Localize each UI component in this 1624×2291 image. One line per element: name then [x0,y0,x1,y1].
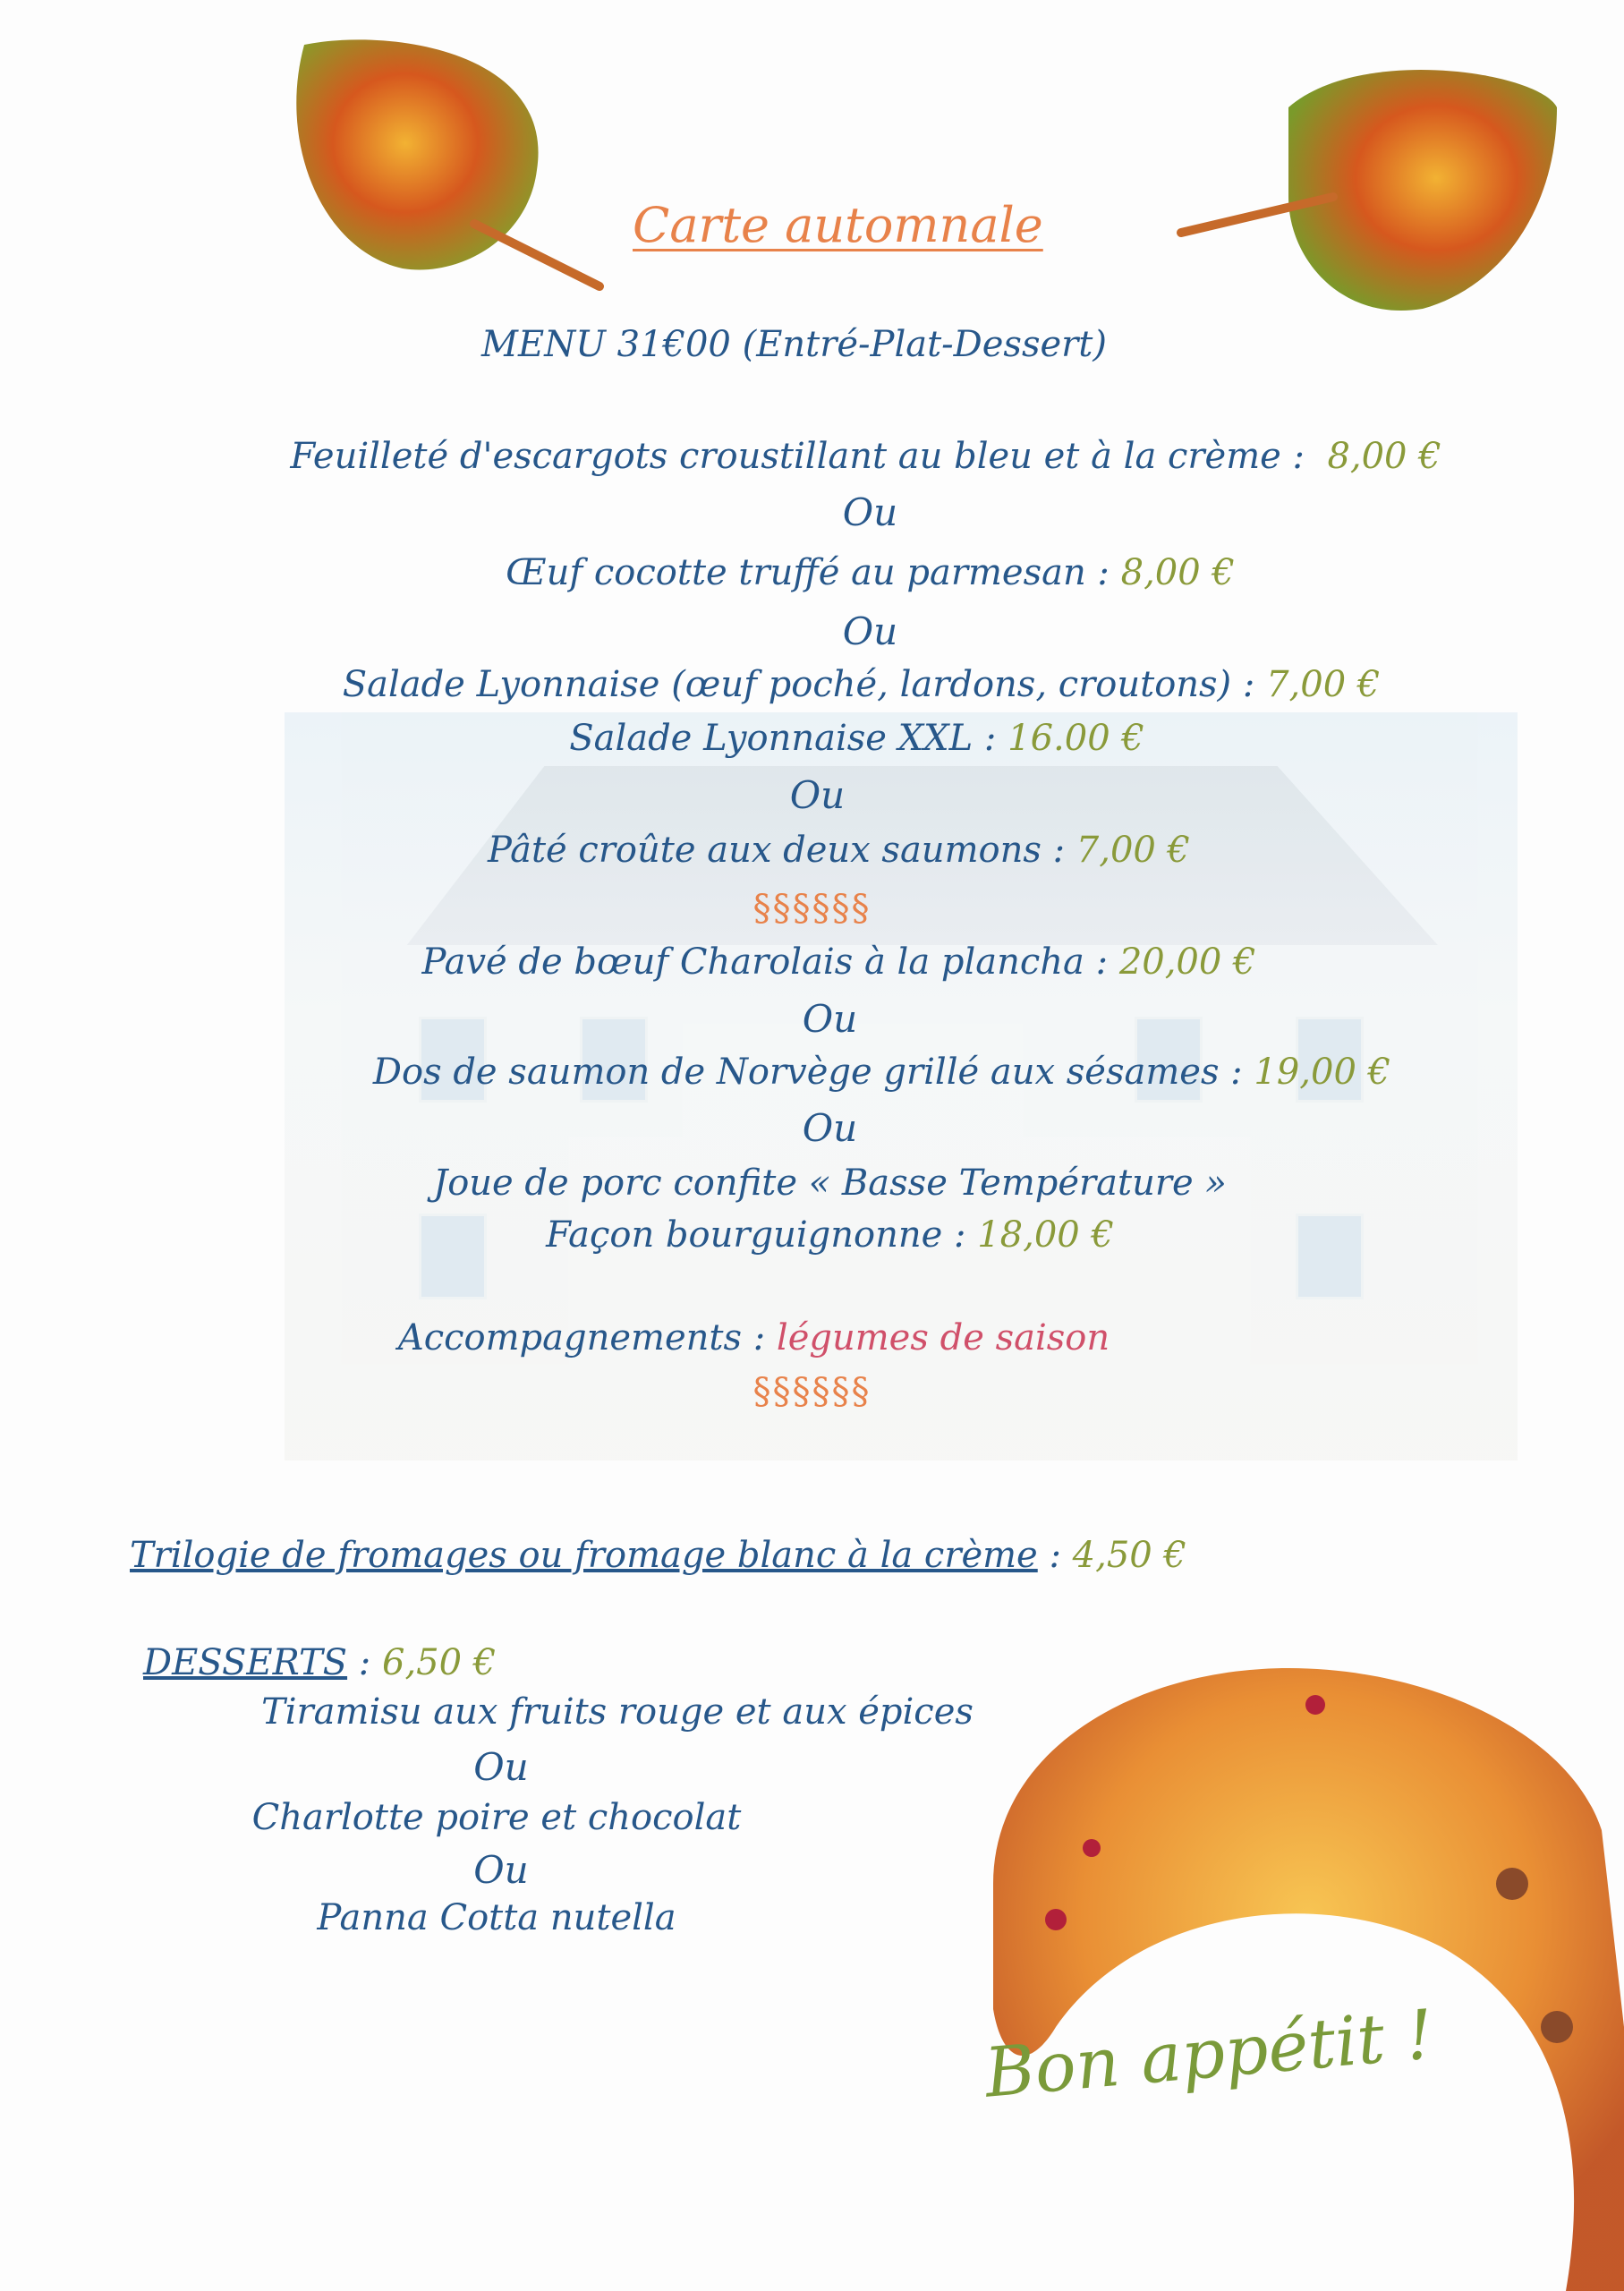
desserts-price: 6,50 € [382,1642,497,1683]
ou-label: Ou [802,997,858,1041]
ou-label: Ou [802,1106,858,1150]
starter-name: Feuilleté d'escargots croustillant au bleu et à la crème : [290,436,1305,477]
main-item [27,941,1624,983]
main-name: Dos de saumon de Norvège grillé aux sésames : [372,1052,1243,1093]
starter-item [49,664,1624,705]
starter-name: Salade Lyonnaise (œuf poché, lardons, croutons) : [342,664,1255,705]
dessert-item: Charlotte poire et chocolat [251,1797,742,1838]
sides-value: légumes de saison [776,1317,1110,1358]
autumn-leaf-left-icon [286,36,608,304]
starter-price: 16.00 € [1008,718,1144,759]
main-name: Façon bourguignonne : [546,1214,966,1256]
cheese-name: Trilogie de fromages ou fromage blanc à la crème [130,1535,1038,1576]
main-item [70,1052,1624,1093]
menu-line: MENU 31€00 (Entré-Plat-Dessert) [481,324,1107,365]
ou-label: Ou [789,773,846,817]
sides-line [0,1317,1566,1358]
main-price: 18,00 € [977,1214,1114,1256]
cheese-price: 4,50 € [1072,1535,1186,1576]
closing-text: Bon appétit ! [982,1994,1437,2113]
starter-price: 7,00 € [1266,664,1381,705]
starter-item [27,830,1624,871]
ou-label: Ou [473,1745,529,1789]
starter-name: Pâté croûte aux deux saumons : [487,830,1066,871]
starter-item [58,552,1624,593]
main-price: 19,00 € [1254,1052,1391,1093]
autumn-wreath-icon [940,1651,1624,2291]
desserts-heading [143,1642,496,1683]
page-title: Carte automnale [633,197,1043,253]
dessert-item: Panna Cotta nutella [317,1897,676,1938]
starter-price: 8,00 € [1120,552,1235,593]
dessert-item: Tiramisu aux fruits rouge et aux épices [261,1691,974,1733]
cheese-line [130,1535,1186,1576]
main-item-line1: Joue de porc confite « Basse Température » [433,1163,1227,1204]
ou-label: Ou [473,1848,529,1892]
main-item [18,1214,1624,1256]
main-name: Pavé de bœuf Charolais à la plancha : [421,941,1109,983]
autumn-leaf-right-icon [1163,54,1575,322]
main-price: 20,00 € [1118,941,1256,983]
starter-price: 8,00 € [1327,436,1441,477]
section-separator: §§§§§§ [752,888,872,929]
starter-item [54,436,1624,477]
starter-item [45,718,1624,759]
cheese-sep: : [1037,1535,1061,1576]
starter-name: Salade Lyonnaise XXL : [569,718,997,759]
desserts-label: DESSERTS [143,1642,348,1683]
ou-label: Ou [842,609,898,653]
starter-price: 7,00 € [1076,830,1191,871]
section-separator: §§§§§§ [752,1371,872,1412]
sides-label: Accompagnements : [397,1317,766,1358]
starter-name: Œuf cocotte truffé au parmesan : [506,552,1110,593]
ou-label: Ou [842,490,898,534]
desserts-sep: : [347,1642,371,1683]
